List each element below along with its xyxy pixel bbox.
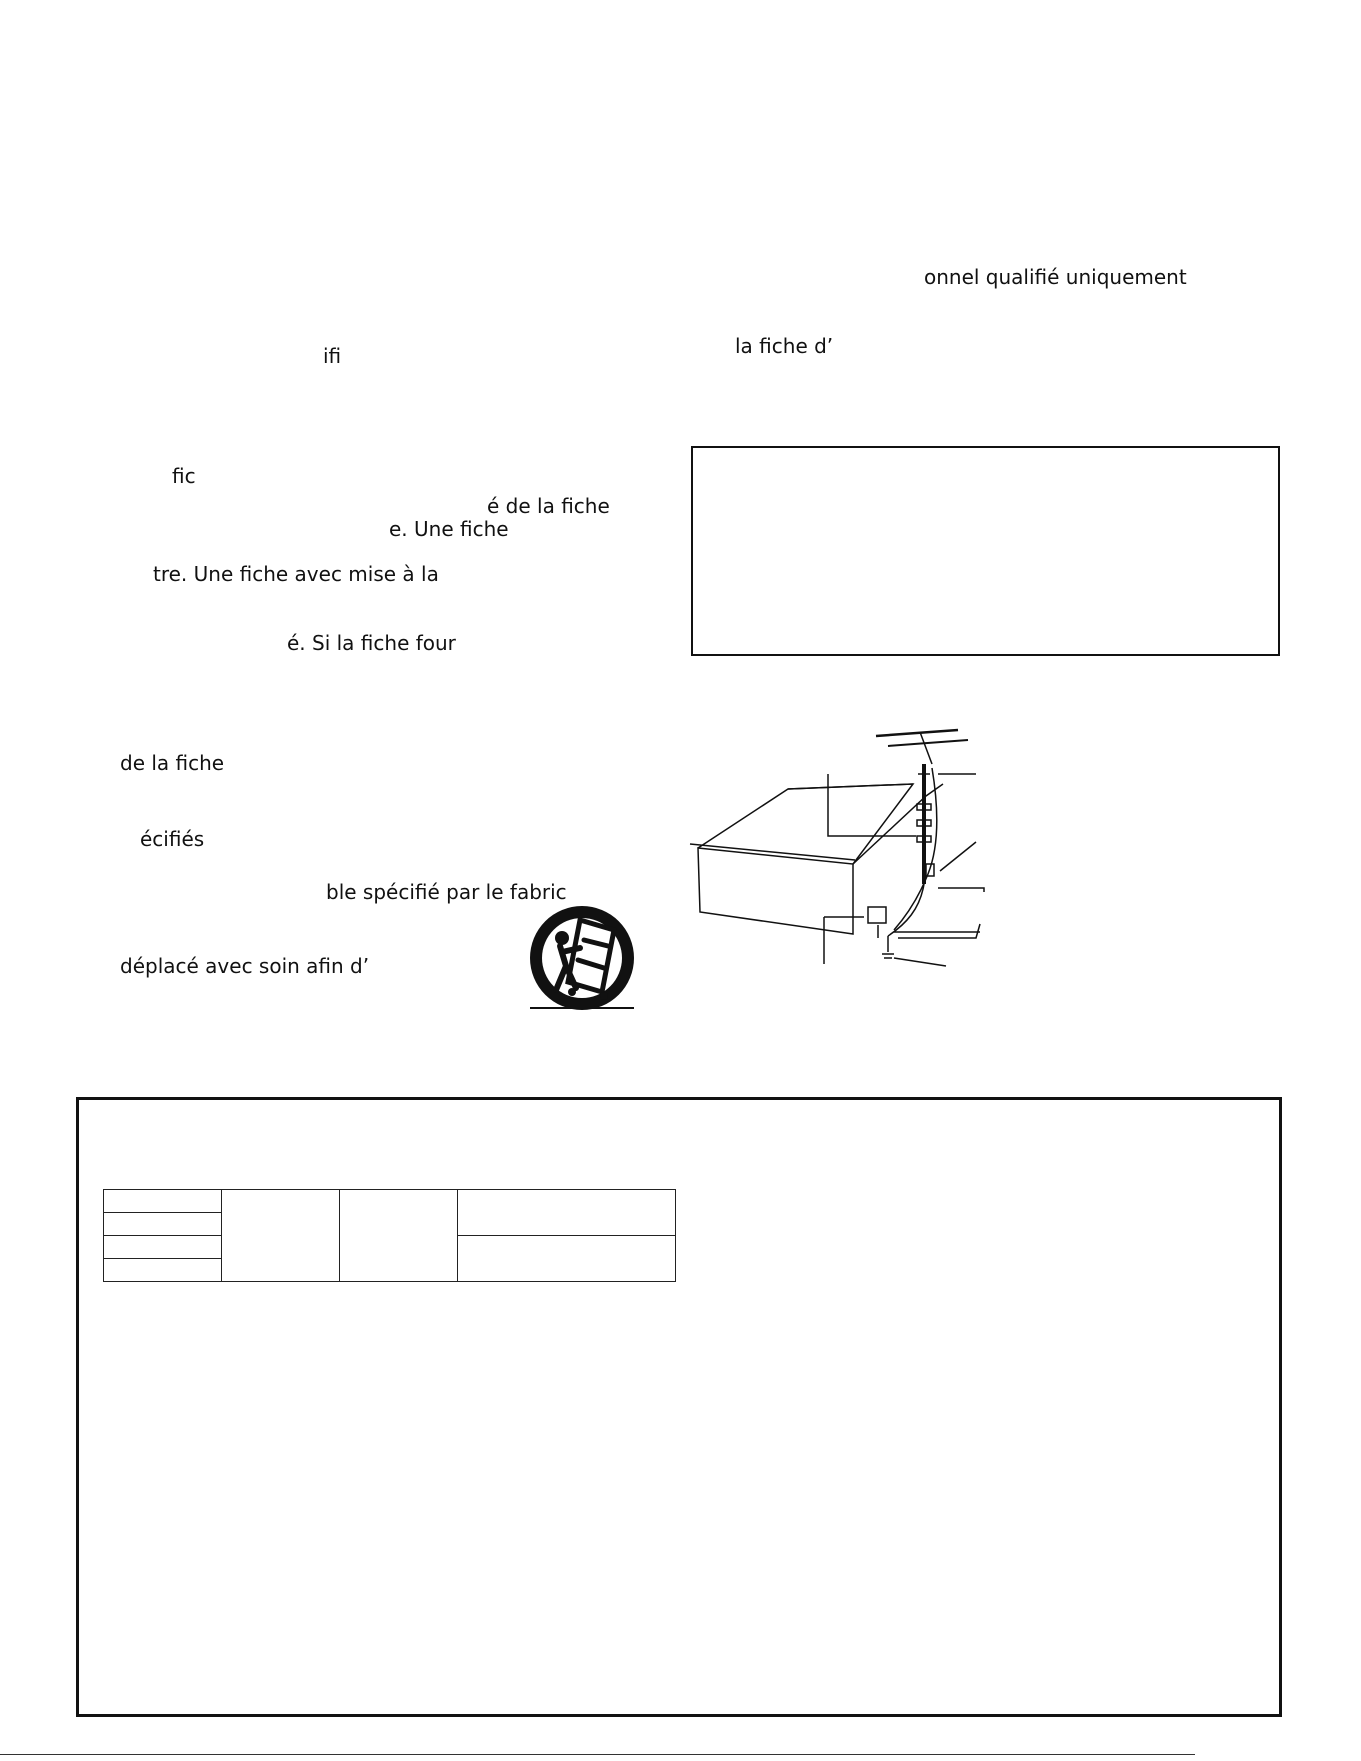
text-fragment: déplacé avec soin afin d’ (120, 954, 370, 978)
text-fragment: fic (172, 464, 196, 488)
antenna-grounding-diagram (688, 724, 988, 972)
table-cell (222, 1190, 340, 1282)
specification-table (103, 1189, 676, 1282)
text-fragment: ifi (323, 344, 342, 368)
text-fragment: ble spécifié par le fabric (326, 880, 567, 904)
text-fragment: é de la fiche (487, 494, 610, 518)
no-cart-tip-over-icon (522, 900, 642, 1020)
text-fragment: tre. Une fiche avec mise à la (153, 562, 439, 586)
table-cell (104, 1236, 222, 1259)
notice-box (691, 446, 1280, 656)
table-cell (458, 1190, 676, 1236)
table-cell (104, 1190, 222, 1213)
table-cell (340, 1190, 458, 1282)
text-fragment: e. Une fiche (389, 517, 509, 541)
table-cell (104, 1213, 222, 1236)
text-fragment: de la fiche (120, 751, 225, 775)
bottom-rule (0, 1754, 1195, 1755)
text-fragment: la fiche d’ (735, 334, 834, 358)
text-fragment: é. Si la fiche four (287, 631, 456, 655)
table-cell (104, 1259, 222, 1282)
text-fragment: écifiés (140, 827, 205, 851)
table-cell (458, 1236, 676, 1282)
text-fragment: onnel qualifié uniquement (924, 265, 1187, 289)
